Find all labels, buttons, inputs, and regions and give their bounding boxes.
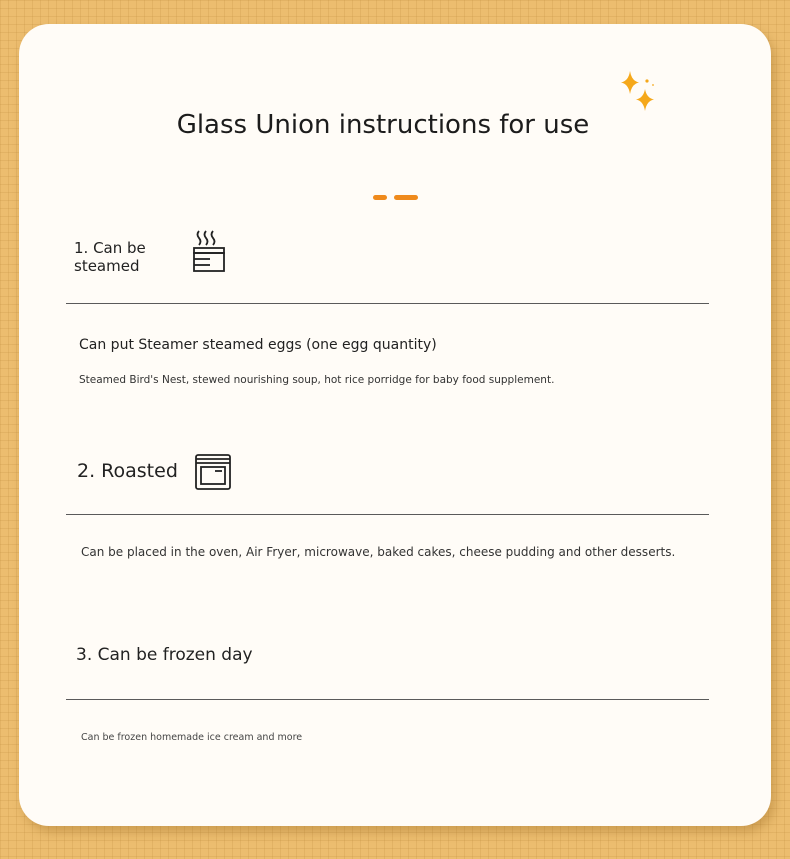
section-text: Steamed Bird's Nest, stewed nourishing soup, hot rice porridge for baby food supplement. (79, 374, 555, 386)
page-title: Glass Union instructions for use (176, 110, 590, 140)
oven-icon (194, 453, 232, 491)
section-title-roasted: 2. Roasted (77, 460, 178, 482)
accent-dash (373, 195, 387, 200)
divider (66, 303, 709, 304)
section-text: Can put Steamer steamed eggs (one egg quantity) (79, 337, 437, 353)
steaming-pot-icon (191, 228, 227, 274)
section-text: Can be frozen homemade ice cream and more (81, 732, 303, 743)
divider (66, 699, 709, 700)
section-title-frozen: 3. Can be frozen day (76, 645, 253, 665)
accent-dash (394, 195, 418, 200)
section-title-steamed: 1. Can be steamed (74, 239, 146, 275)
sparkles-icon (616, 69, 660, 119)
section-text: Can be placed in the oven, Air Fryer, microwave, baked cakes, cheese pudding and other desserts. (81, 545, 676, 559)
divider (66, 514, 709, 515)
instructions-card (19, 24, 771, 826)
